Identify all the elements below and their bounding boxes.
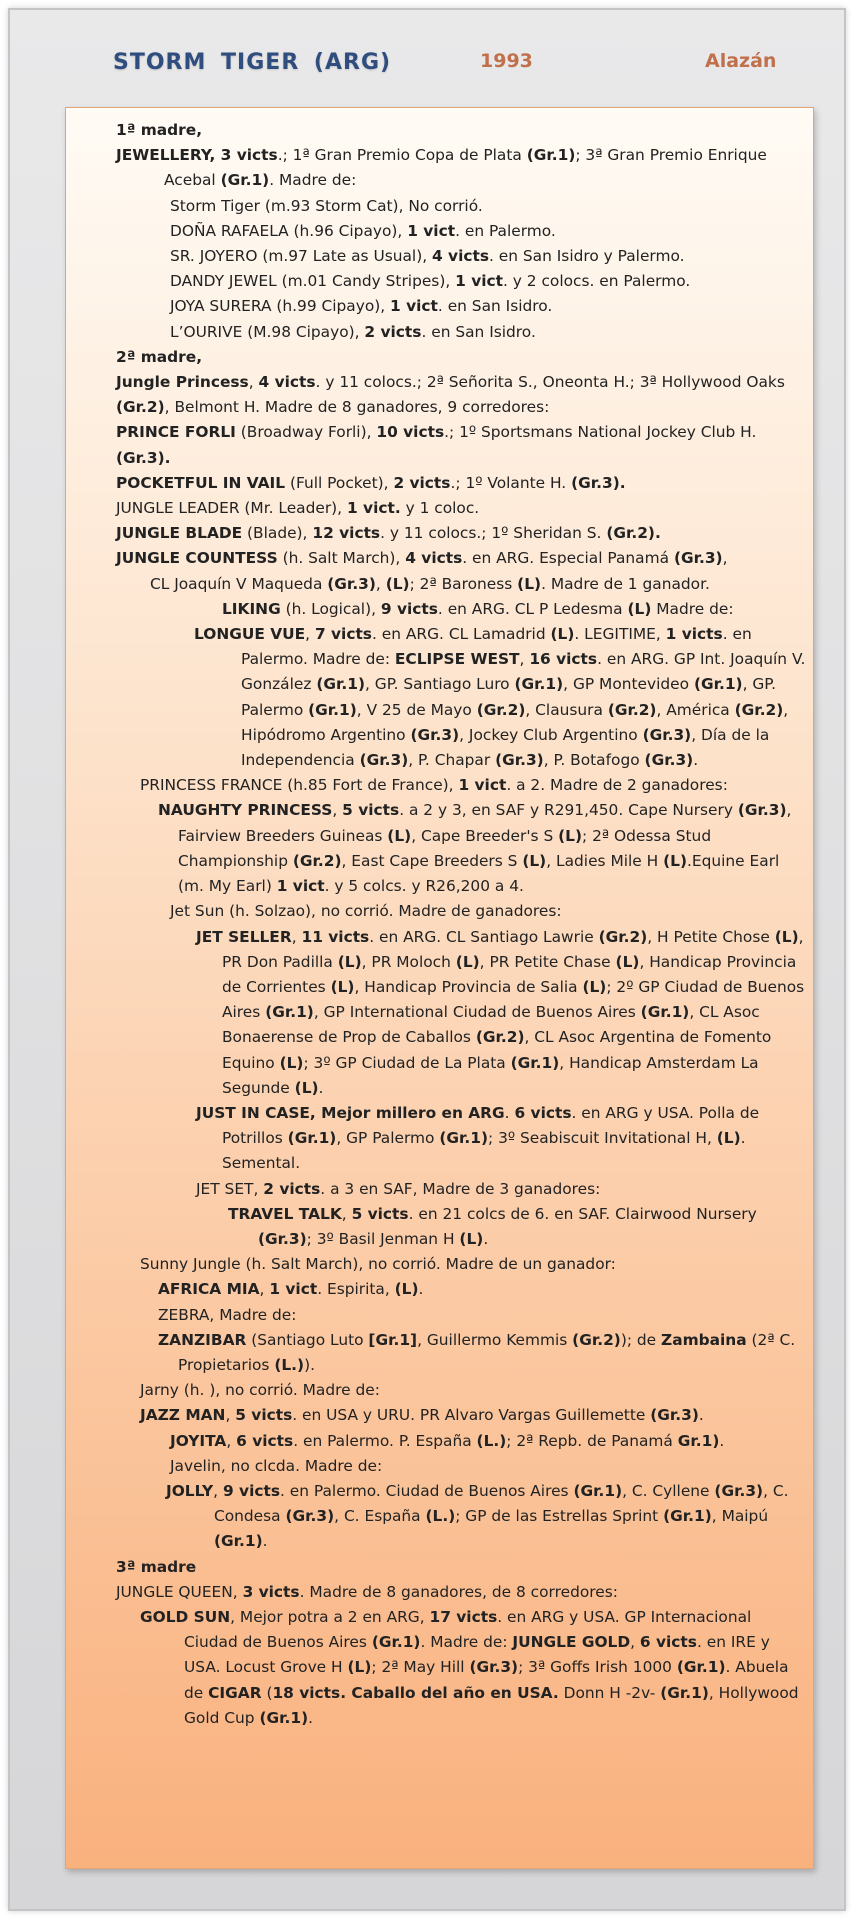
bold-run: (Gr.3) [642,725,692,744]
bold-run: 5 victs [235,1406,293,1425]
bold-run: POCKETFUL IN VAIL [116,473,286,492]
pedigree-text [116,118,806,1731]
bold-run: (L) [459,1229,484,1248]
bold-run: 5 victs [351,1204,409,1223]
bold-run: (Gr.3). [571,473,626,492]
pedigree-line: PRINCESS FRANCE (h.85 Fort de France), 1 vict. a 2. Madre de 2 ganadores: [140,776,728,795]
pedigree-line: CL Joaquín V Maqueda (Gr.3), (L); 2ª Baroness (L). Madre de 1 ganador. [150,574,710,593]
bold-run: (Gr.2) [734,700,784,719]
pedigree-line: GOLD SUN, Mejor potra a 2 en ARG, 17 victs. en ARG y USA. GP Internacional Ciudad de Buenos Aires (Gr.1). Madre de: JUNGLE GOLD, 6 victs. en IRE y USA. Locust Grove H (L); 2ª May Hill (Gr.3); 3ª Goffs Irish 1000 (Gr.1). Abuela de CIGAR (18 victs. Caballo del año en USA. Donn H -2v- (Gr.1), Hollywood Gold Cup (Gr.1). [140,1607,799,1727]
bold-run: (L) [663,851,687,870]
bold-run: JUST IN CASE, Mejor millero en ARG [196,1103,505,1122]
bold-run: (L) [582,977,607,996]
bold-run: 4 victs [258,373,316,392]
pedigree-line: JUNGLE BLADE (Blade), 12 victs. y 11 colocs.; 1º Sheridan S. (Gr.2). [116,524,661,543]
pedigree-line: JOLLY, 9 victs. en Palermo. Ciudad de Buenos Aires (Gr.1), C. Cyllene (Gr.3), C. Condesa (Gr.3), C. España (L.); GP de las Estrellas Sprint (Gr.1), Maipú (Gr.1). [166,1481,789,1551]
pedigree-line: DANDY JEWEL (m.01 Candy Stripes), 1 vict. y 2 colocs. en Palermo. [170,272,691,291]
bold-run: (Gr.1) [663,1507,712,1526]
bold-run: 6 victs [639,1633,697,1652]
bold-run: (Gr.3) [469,1658,519,1677]
bold-run: 1 victs [665,625,723,644]
pedigree-line: Jet Sun (h. Solzao), no corrió. Madre de ganadores: [170,902,562,921]
pedigree-line: JOYA SURERA (h.99 Cipayo), 1 vict. en San Isidro. [170,297,553,316]
bold-run: (Gr.1) [660,1683,709,1702]
bold-run: Zambaina [661,1330,747,1349]
pedigree-line: NAUGHTY PRINCESS, 5 victs. a 2 y 3, en SAF y R291,450. Cape Nursery (Gr.3), Fairview Breeders Guineas (L), Cape Breeder's S (L); 2ª Odessa Stud Championship (Gr.2), East Cape Breeders S (L), Ladies Mile H (L).Equine Earl (m. My Earl) 1 vict. y 5 colcs. y R26,200 a 4. [158,801,792,896]
bold-run: 1 vict [455,272,503,291]
bold-run: 4 victs [431,247,490,266]
bold-run: 6 victs [236,1431,294,1450]
bold-run: (Gr.3) [673,549,723,568]
bold-run: 12 victs [312,524,381,543]
pedigree-line: LONGUE VUE, 7 victs. en ARG. CL Lamadrid (L). LEGITIME, 1 victs. en Palermo. Madre de: ECLIPSE WEST, 16 victs. en ARG. GP Int. Joaquín V. González (Gr.1), GP. Santiago Luro (Gr.1), GP Montevideo (Gr.1), GP. Palermo (Gr.1), V 25 de Mayo (Gr.2), Clausura (Gr.2), América (Gr.2), Hipódromo Argentino (Gr.3), Jockey Club Argentino (Gr.3), Día de la Independencia (Gr.3), P. Chapar (Gr.3), P. Botafogo (Gr.3). [194,625,806,770]
pedigree-line: DOÑA RAFAELA (h.96 Cipayo), 1 vict. en Palermo. [170,221,556,240]
bold-run: JUNGLE COUNTESS [116,549,278,568]
pedigree-line: JUST IN CASE, Mejor millero en ARG. 6 victs. en ARG y USA. Polla de Potrillos (Gr.1), GP Palermo (Gr.1); 3º Seabiscuit Invitational H, (L). Semental. [196,1103,760,1173]
pedigree-line: L’OURIVE (M.98 Cipayo), 2 victs. en San Isidro. [170,322,536,341]
bold-run: 11 victs [301,927,370,946]
pedigree-panel [65,107,814,1869]
bold-run: (L) [615,952,640,971]
bold-run: (L) [330,977,355,996]
bold-run: (Gr.1) [510,1053,560,1072]
pedigree-line: JUNGLE COUNTESS (h. Salt March), 4 victs. en ARG. Especial Panamá (Gr.3), [116,549,728,568]
pedigree-line: JUNGLE QUEEN, 3 victs. Madre de 8 ganadores, de 8 corredores: [116,1582,618,1601]
bold-run: PRINCE FORLI [116,423,236,442]
pedigree-line: LIKING (h. Logical), 9 victs. en ARG. CL P Ledesma (L) Madre de: [222,599,734,618]
bold-run: (L.) [425,1507,456,1526]
bold-run: (Gr.1) [573,1481,623,1500]
bold-run: (Gr.1) [308,700,357,719]
bold-run: (Gr.3) [737,801,787,820]
bold-run: 16 victs [529,650,598,669]
bold-run: LIKING [222,599,281,618]
bold-run: 1 vict [407,221,456,240]
bold-run: 7 victs [314,625,372,644]
bold-run: (L) [522,851,547,870]
pedigree-line: JEWELLERY, 3 victs.; 1ª Gran Premio Copa de Plata (Gr.1); 3ª Gran Premio Enrique Acebal (Gr.1). Madre de: [116,146,767,190]
bold-run: (Gr.1) [676,1658,726,1677]
coat-color: Alazán [705,50,777,72]
bold-run: (L) [774,927,799,946]
bold-run: [Gr.1] [368,1330,418,1349]
bold-run: (Gr.1) [640,1003,690,1022]
bold-run: (Gr.1) [693,675,743,694]
bold-run: 10 victs [376,423,445,442]
bold-run: 1 vict [458,776,507,795]
bold-run: LONGUE VUE [194,625,306,644]
pedigree-line: JUNGLE LEADER (Mr. Leader), 1 vict. y 1 coloc. [116,499,480,518]
bold-run: 2 victs [364,322,422,341]
bold-run: AFRICA MIA [158,1280,260,1299]
bold-run: JUNGLE BLADE [116,524,243,543]
bold-run: 3 victs [242,1582,300,1601]
bold-run: (L) [347,1658,372,1677]
pedigree-line: JET SELLER, 11 victs. en ARG. CL Santiago Lawrie (Gr.2), H Petite Chose (L), PR Don Padilla (L), PR Moloch (L), PR Petite Chase (L), Handicap Provincia de Corrientes (L), Handicap Provincia de Salia (L); 2º GP Ciudad de Buenos Aires (Gr.1), GP International Ciudad de Buenos Aires (Gr.1), CL Asoc Bonaerense de Prop de Caballos (Gr.2), CL Asoc Argentina de Fomento Equino (L); 3º GP Ciudad de La Plata (Gr.1), Handicap Amsterdam La Segunde (L). [196,927,805,1097]
bold-run: GOLD SUN [140,1607,231,1626]
bold-run: 9 victs [380,599,438,618]
bold-run: 17 victs [429,1607,498,1626]
bold-run: (Gr.1) [214,1532,263,1551]
pedigree-line: Jarny (h. ), no corrió. Madre de: [140,1381,380,1400]
bold-run: (Gr.3) [327,574,376,593]
bold-run: (L.) [274,1355,305,1374]
bold-run: JAZZ MAN [140,1406,226,1425]
bold-run: (Gr.1) [514,675,564,694]
pedigree-line: AFRICA MIA, 1 vict. Espirita, (L). [158,1280,424,1299]
bold-run: (L) [455,952,480,971]
pedigree-line: PRINCE FORLI (Broadway Forli), 10 victs.; 1º Sportsmans National Jockey Club H. (Gr.3). [116,423,757,467]
bold-run: (L) [550,625,575,644]
bold-run: (Gr.1) [371,1633,421,1652]
bold-run: 5 victs [342,801,400,820]
bold-run: 1 vict. [346,499,401,518]
bold-run: (Gr.1) [439,1129,488,1148]
bold-run: (Gr.3) [495,751,544,770]
bold-run: (L) [385,574,410,593]
section-title-madre1: 1ª madre, [116,121,203,139]
bold-run: (Gr.1) [316,675,365,694]
bold-run: (Gr.3) [359,751,409,770]
bold-run: (Gr.3) [258,1229,307,1248]
pedigree-line: Jungle Princess, 4 victs. y 11 colocs.; 2ª Señorita S., Oneonta H.; 3ª Hollywood Oaks (Gr.2), Belmont H. Madre de 8 ganadores, 9 corredores: [116,373,785,417]
bold-run: ZANZIBAR [158,1330,247,1349]
bold-run: (Gr.2) [476,700,526,719]
bold-run: (Gr.3) [410,725,460,744]
pedigree-line: ZEBRA, Madre de: [158,1305,297,1324]
bold-run: (L) [337,952,362,971]
bold-run: (Gr.2) [116,398,165,417]
bold-run: (Gr.1) [265,1003,314,1022]
horse-name: STORM TIGER (ARG) [113,50,392,75]
bold-run: (Gr.2) [607,700,657,719]
bold-run: JEWELLERY, 3 victs [116,146,278,165]
bold-run: (Gr.3) [650,1406,699,1425]
bold-run: ECLIPSE WEST [394,650,520,669]
section-title-madre2: 2ª madre, [116,347,203,366]
pedigree-line: JET SET, 2 victs. a 3 en SAF, Madre de 3 ganadores: [196,1179,601,1198]
pedigree-line: Storm Tiger (m.93 Storm Cat), No corrió. [170,196,483,215]
pedigree-line: Sunny Jungle (h. Salt March), no corrió. Madre de un ganador: [140,1255,616,1274]
bold-run: (Gr.1) [287,1129,337,1148]
bold-run: (L) [558,826,583,845]
section-title-madre3: 3ª madre [116,1557,197,1576]
bold-run: 1 vict [269,1280,318,1299]
pedigree-line: JAZZ MAN, 5 victs. en USA y URU. PR Alvaro Vargas Guillemette (Gr.3). [140,1406,704,1425]
bold-run: 18 victs. Caballo del año en USA. [272,1683,559,1702]
bold-run: (Gr.1) [220,171,270,190]
bold-run: JOLLY [166,1481,214,1500]
pedigree-line: SR. JOYERO (m.97 Late as Usual), 4 victs. en San Isidro y Palermo. [170,247,685,266]
birth-year: 1993 [480,50,533,72]
bold-run: (L) [394,1280,419,1299]
bold-run: (L) [279,1053,304,1072]
bold-run: (Gr.2) [598,927,648,946]
bold-run: (L) [716,1129,741,1148]
bold-run: 1 vict [276,877,325,896]
bold-run: 9 victs [222,1481,280,1500]
pedigree-line: Javelin, no clcda. Madre de: [170,1456,383,1475]
pedigree-line: POCKETFUL IN VAIL (Full Pocket), 2 victs.; 1º Volante H. (Gr.3). [116,473,626,492]
bold-run: JOYITA [170,1431,227,1450]
card-frame [8,8,846,1911]
pedigree-line: ZANZIBAR (Santiago Luto [Gr.1], Guillermo Kemmis (Gr.2)); de Zambaina (2ª C. Propietarios (L.)). [158,1330,796,1374]
bold-run: 2 victs [393,473,451,492]
bold-run: (Gr.2). [606,524,661,543]
bold-run: 2 victs [263,1179,321,1198]
bold-run: 6 victs [514,1103,572,1122]
bold-run: (L) [517,574,542,593]
bold-run: (Gr.3) [644,751,694,770]
bold-run: (L.) [476,1431,507,1450]
pedigree-line: JOYITA, 6 victs. en Palermo. P. España (L.); 2ª Repb. de Panamá Gr.1). [170,1431,725,1450]
bold-run: (Gr.1) [259,1708,309,1727]
bold-run: (Gr.2) [292,851,342,870]
bold-run: CIGAR [208,1683,262,1702]
bold-run: (L) [294,1078,319,1097]
bold-run: Jungle Princess [116,373,249,392]
bold-run: (Gr.2) [572,1330,621,1349]
bold-run: Gr.1) [677,1431,720,1450]
bold-run: 4 victs [405,549,463,568]
bold-run: (Gr.3) [714,1481,764,1500]
bold-run: TRAVEL TALK [228,1204,342,1223]
bold-run: (Gr.3). [116,448,171,467]
bold-run: (Gr.1) [526,146,576,165]
bold-run: 1 vict [390,297,438,316]
bold-run: (L) [387,826,412,845]
pedigree-line: TRAVEL TALK, 5 victs. en 21 colcs de 6. en SAF. Clairwood Nursery (Gr.3); 3º Basil Jenman H (L). [228,1204,757,1248]
bold-run: (Gr.3) [285,1507,335,1526]
bold-run: (L) [627,599,652,618]
bold-run: NAUGHTY PRINCESS [158,801,333,820]
bold-run: JET SELLER [196,927,292,946]
bold-run: JUNGLE GOLD [512,1633,631,1652]
bold-run: (Gr.2) [475,1028,525,1047]
